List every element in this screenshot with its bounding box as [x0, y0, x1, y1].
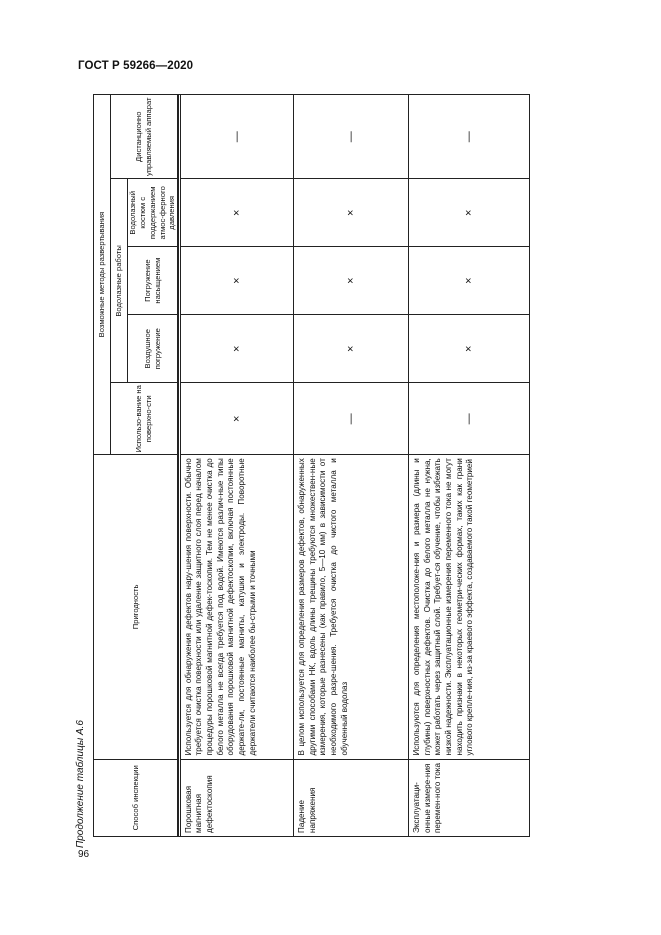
row-surface-mark: —	[408, 383, 529, 455]
row-applicability: Используется для обнаружения дефектов нару-шения поверхности. Обычно требуется очистка поверхности или удаление защитного слоя перед началом процедуры порошковой магнитной дефек-тоскопии. Тем не менее очистка до белого металла не всегда требуется под водой. Имеются различ-ные типы оборудования порошковой магнитной дефектоскопии, включая постоянные держате-ли, постоянные магниты, катушки и электроды. Поворотные держатели считаются наиболее бы-стрыми и точными	[180, 455, 293, 759]
header-method: Способ инспекции	[94, 759, 179, 836]
table-row	[408, 95, 529, 837]
row-sat-suit-cell	[180, 179, 293, 315]
header-rov: Дистанционно управляемый аппарат	[111, 95, 179, 179]
row-applicability: Используются для определения местоположе-ния и размера (длины и глубины) поверхностных дефектов. Очистка до белого металла не нужна, может работать через защитный слой. Требует-ся обучение, чтобы избежать низкой надежности. Эксплуатационные измерения переменного тока не могут находить признаки в некоторых геометри-ческих формах, таких как грани углового крепле-ния, из-за краевого эффекта, создаваемого такой геометрией	[408, 455, 529, 759]
row-air-mark: ×	[293, 315, 408, 383]
row-suit-mark: ×	[344, 209, 357, 217]
table-row	[180, 95, 293, 837]
row-method: Порошковая магнитная дефектоскопия	[180, 759, 293, 836]
row-saturation-mark: ×	[181, 246, 293, 314]
header-diving-works: Водолазные работы	[111, 179, 128, 383]
row-method: Падение напряжения	[293, 759, 408, 836]
rotated-table	[93, 94, 530, 837]
header-applicability: Пригодность	[94, 455, 179, 759]
header-atmospheric-suit: Водолазный костюм с поддержанием атмос-ферного давления	[128, 186, 177, 240]
inspection-methods-table	[93, 94, 530, 837]
header-saturation-diving: Погружение насыщением	[128, 246, 177, 314]
header-air-diving: Воздушное погружение	[128, 315, 179, 383]
row-method: Эксплуатаци-онные измере-ния перемен-ного тока	[408, 759, 529, 836]
header-saturation-suit	[128, 179, 179, 315]
row-rov-mark: —	[293, 95, 408, 179]
row-surface-mark: —	[293, 383, 408, 455]
row-surface-mark: ×	[180, 383, 293, 455]
standard-designation: ГОСТ Р 59266—2020	[78, 60, 194, 72]
row-suit-mark: ×	[230, 209, 243, 217]
row-air-mark: ×	[408, 315, 529, 383]
row-applicability: В целом используется для определения размеров дефектов, обнаруженных другими способами НК, вдоль длины трещины требуются множествен-ные измерения, которые разнесены (как правило, 5—10 мм) в зависимости от необходимого разре-шения. Требуется очистка до чистого металла и обученный водолаз	[293, 455, 408, 759]
row-sat-suit-cell	[408, 179, 529, 315]
page-number: 96	[78, 849, 90, 860]
table-row	[293, 95, 408, 837]
row-saturation-mark: ×	[294, 246, 408, 314]
row-air-mark: ×	[180, 315, 293, 383]
header-deployment-methods: Возможные методы развертывания	[94, 95, 111, 455]
row-sat-suit-cell	[293, 179, 408, 315]
row-rov-mark: —	[180, 95, 293, 179]
row-rov-mark: —	[408, 95, 529, 179]
table-caption: Продолжение таблицы А.6	[75, 720, 86, 848]
row-saturation-mark: ×	[409, 246, 529, 314]
row-suit-mark: ×	[462, 209, 475, 217]
header-surface: Использо-вание на поверхно-сти	[111, 383, 179, 455]
caption-container	[73, 88, 93, 848]
